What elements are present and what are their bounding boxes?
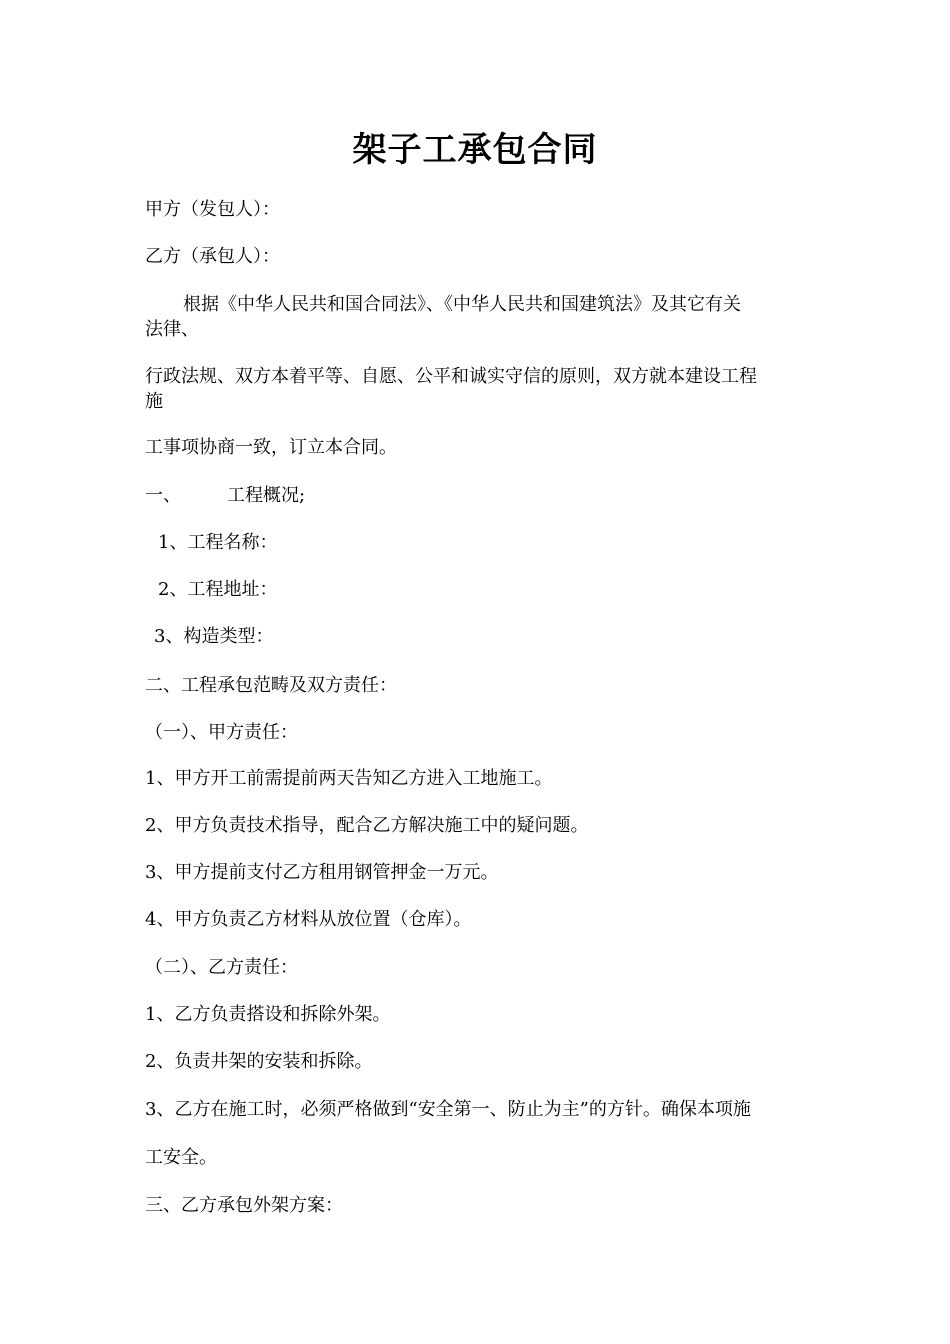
section-2-b-item-3: 3、乙方在施工时，必须严格做到“安全第一、防止为主”的方针。确保本项施	[145, 1099, 751, 1120]
preamble-line-3: 工事项协商一致，订立本合同。	[145, 437, 397, 458]
section-2-sub-b: （二）、乙方责任：	[145, 957, 298, 978]
party-a-line: 甲方（发包人）：	[145, 199, 280, 220]
section-3-heading: 三、乙方承包外架方案：	[145, 1195, 343, 1216]
section-2-a-item-1: 1、甲方开工前需提前两天告知乙方进入工地施工。	[145, 768, 553, 789]
section-2-b-item-2: 2、负责井架的安装和拆除。	[145, 1051, 373, 1072]
section-1-heading	[145, 484, 815, 508]
section-1-item-3: 3、构造类型：	[154, 626, 274, 647]
section-2-a-item-4: 4、甲方负责乙方材料从放位置（仓库）。	[145, 909, 472, 930]
section-2-a-item-3: 3、甲方提前支付乙方租用钢管押金一万元。	[145, 862, 499, 883]
section-2-b-item-1: 1、乙方负责搭设和拆除外架。	[145, 1004, 391, 1025]
party-b-line: 乙方（承包人）：	[145, 246, 280, 267]
section-2-sub-a: （一）、甲方责任：	[145, 722, 298, 743]
section-2-a-item-2: 2、甲方负责技术指导，配合乙方解决施工中的疑问题。	[145, 815, 589, 836]
preamble-line-1-wrap: 法律、	[145, 319, 199, 340]
preamble-line-1: 根据《中华人民共和国合同法》、《中华人民共和国建筑法》及其它有关	[183, 294, 741, 315]
section-1-title: 工程概况;	[227, 485, 306, 506]
section-1-number: 一、	[145, 485, 181, 506]
section-2-b-item-3-wrap: 工安全。	[145, 1147, 217, 1168]
section-1-item-1: 1、工程名称：	[158, 532, 278, 553]
preamble-line-2-wrap: 施	[145, 391, 163, 412]
section-2-heading: 二、工程承包范畴及双方责任：	[145, 675, 397, 696]
section-1-item-2: 2、工程地址：	[158, 579, 278, 600]
document-title: 架子工承包合同	[352, 130, 598, 170]
preamble-line-2: 行政法规、双方本着平等、自愿、公平和诚实守信的原则，双方就本建设工程	[145, 366, 757, 387]
